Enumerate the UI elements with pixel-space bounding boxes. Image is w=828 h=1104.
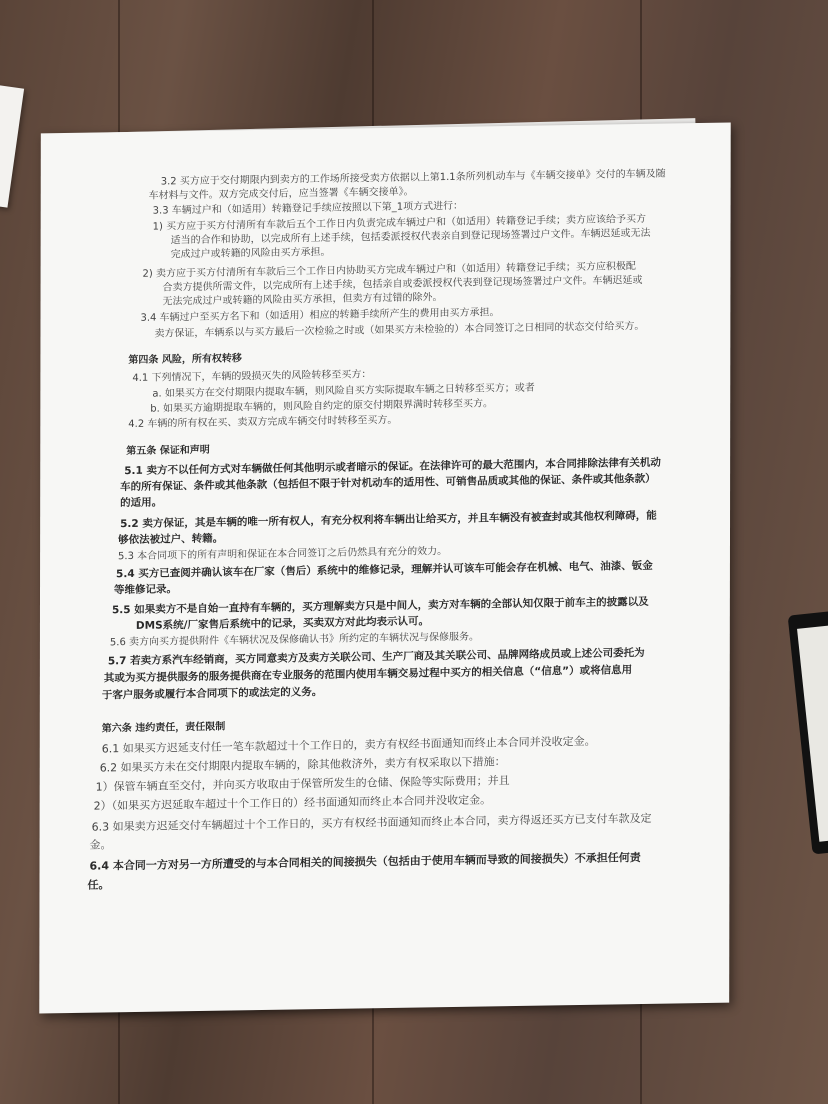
section-heading: 第五条 保证和声明 <box>126 444 210 458</box>
text-line: 金。 <box>89 838 112 852</box>
text-line: 任。 <box>87 878 110 892</box>
text-line: b. 如果买方逾期提取车辆的，则风险自约定的原交付期限界满时转移至买方。 <box>150 398 493 415</box>
text-line: 6.2 如果买方未在交付期限内提取车辆的，除其他救济外，卖方有权采取以下措施： <box>99 755 506 775</box>
text-line: 5.6 卖方向买方提供附件《车辆状况及保修确认书》所约定的车辆状况与保修服务。 <box>109 631 479 649</box>
text-line: 5.2 卖方保证，其是车辆的唯一所有权人，有充分权利将车辆出让给买方，并且车辆没有被查封或其他权利障碍，能 <box>120 509 657 531</box>
text-line: 完成过户或转籍的风险由买方承担。 <box>170 246 331 261</box>
text-line: 4.1 下列情况下，车辆的毁损灭失的风险转移至买方： <box>132 369 372 384</box>
text-line: 4.2 车辆的所有权在买、卖双方完成车辆交付时转移至买方。 <box>128 414 398 431</box>
text-line: 5.5 如果卖方不是自始一直持有车辆的，买方理解卖方只是中间人，卖方对车辆的全部认知仅限于前车主的披露以及 <box>111 595 649 617</box>
text-line: 合卖方提供所需文件，以完成所有上述手续，包括亲自或委派授权代表到登记现场签署过户文件。车辆迟延或 <box>162 274 643 294</box>
text-line: a. 如果买方在交付期限内提取车辆，则风险自买方实际提取车辆之日转移至买方；或者 <box>152 382 535 400</box>
text-line: DMS系统/厂家售后系统中的记录，买卖双方对此均表示认可。 <box>135 615 429 632</box>
text-line: 6.4 本合同一方对另一方所遭受的与本合同相关的间接损失（包括由于使用车辆而导致的间接损失）不承担任何责 <box>89 851 641 873</box>
text-line: 等维修记录。 <box>113 583 178 597</box>
text-line: 5.4 买方已查阅并确认该车在厂家（售后）系统中的维修记录，理解并认可该车可能会存在机械、电气、油漆、钣金 <box>116 559 653 581</box>
text-line: 够依法被过户、转籍。 <box>118 532 224 547</box>
text-line: 5.3 本合同项下的所有声明和保证在本合同签订之后仍然具有充分的效力。 <box>118 546 448 563</box>
text-line: 5.1 卖方不以任何方式对车辆做任何其他明示或者暗示的保证。在法律许可的最大范围内，本合同排除法律有关机动 <box>124 456 661 478</box>
text-line: 其或为买方提供服务的服务提供商在专业服务的范围内使用车辆交易过程中买方的相关信息（“信息”）或将信息用 <box>103 664 633 685</box>
text-line: 适当的合作和协助，以完成所有上述手续，包括委派授权代表亲自到登记现场签署过户文件。车辆迟延或无法 <box>170 227 651 247</box>
text-line: 1) 买方应于买方付清所有车款后五个工作日内负责完成车辆过户和（如适用）转籍登记手续；卖方应该给予买方 <box>152 213 647 233</box>
text-line: 3.4 车辆过户至买方名下和（如适用）相应的转籍手续所产生的费用由买方承担。 <box>140 307 500 324</box>
text-line: 卖方保证，车辆系以与买方最后一次检验之时或（如果买方未检验的）本合同签订之日相同的状态交付给买方。 <box>154 320 645 340</box>
text-line: 2）（如果买方迟延取车超过十个工作日的）经书面通知而终止本合同并没收定金。 <box>93 793 492 813</box>
text-line: 6.3 如果卖方迟延交付车辆超过十个工作日的，买方有权经书面通知而终止本合同，卖方得返还买方已支付车款及定 <box>91 811 652 834</box>
text-line: 3.2 买方应于交付期限内到卖方的工作场所接受卖方依据以上第1.1条所列机动车与《车辆交接单》交付的车辆及随 <box>160 168 666 188</box>
section-heading: 第六条 违约责任，责任限制 <box>101 721 226 735</box>
text-line: 3.3 车辆过户和（如适用）转籍登记手续应按照以下第_1项方式进行： <box>152 200 464 217</box>
text-line: 车材料与文件。双方完成交付后，应当签署《车辆交接单》。 <box>148 186 414 202</box>
text-line: 6.1 如果买方迟延支付任一笔车款超过十个工作日的，卖方有权经书面通知而终止本合同并没收定金。 <box>101 734 596 756</box>
paper-corner <box>0 82 24 207</box>
text-line: 无法完成过户或转籍的风险由买方承担，但卖方有过错的除外。 <box>162 292 443 308</box>
text-line: 车的所有保证、条件或其他条款（包括但不限于针对机动车的适用性、可销售品质或其他的保证、条件或其他条款） <box>120 472 656 494</box>
tablet-device <box>788 610 828 855</box>
section-heading: 第四条 风险，所有权转移 <box>128 353 242 367</box>
text-line: 1）保管车辆直至交付，并向买方收取由于保管所发生的仓储、保险等实际费用；并且 <box>95 774 510 794</box>
text-line: 于客户服务或履行本合同项下的或法定的义务。 <box>101 685 323 702</box>
text-line: 2) 卖方应于买方付清所有车款后三个工作日内协助买方完成车辆过户和（如适用）转籍登记手续；买方应积极配 <box>142 261 636 280</box>
text-line: 的适用。 <box>120 496 163 510</box>
contract-page <box>39 123 730 1014</box>
text-line: 5.7 若卖方系汽车经销商，买方同意卖方及卖方关联公司、生产厂商及其关联公司、品牌网络成员或上述公司委托为 <box>107 646 645 668</box>
